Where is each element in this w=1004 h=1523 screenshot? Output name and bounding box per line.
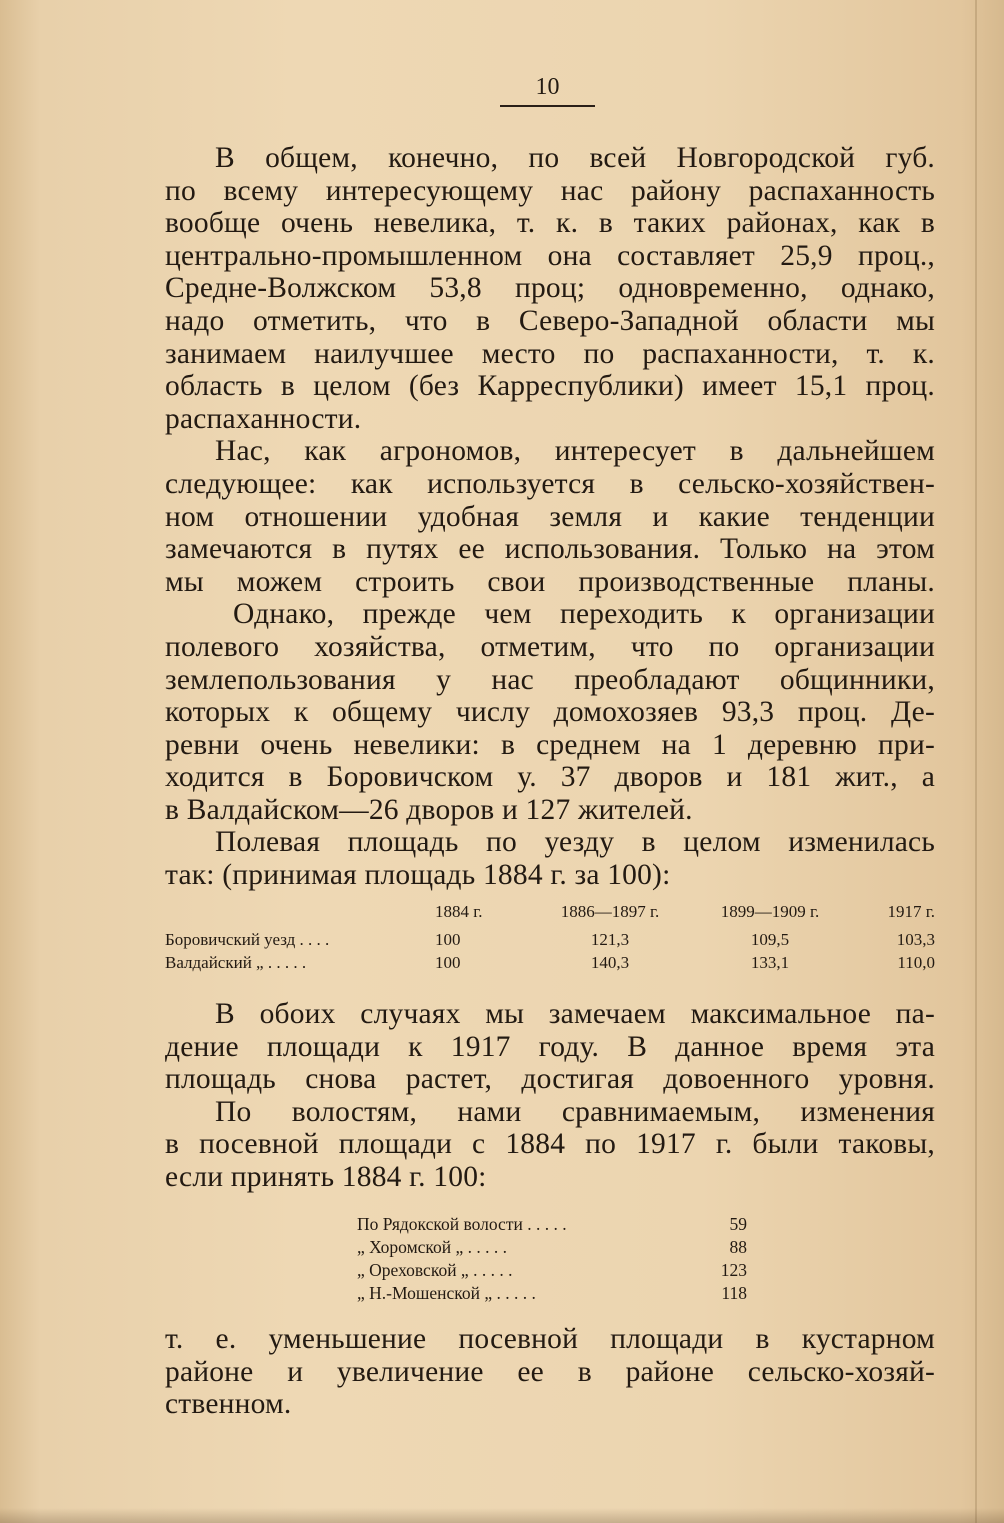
page-edge	[975, 0, 977, 1523]
table-cell: 133,1	[750, 953, 790, 972]
area-change-table	[165, 900, 935, 974]
table-row-label: „ Хоромской „ . . . . .	[357, 1237, 508, 1257]
table-cell: 121,3	[590, 930, 630, 949]
text-line: ном отношении удобная земля и какие тенденции	[165, 500, 935, 533]
paragraph-3	[165, 598, 935, 826]
text-line: Однако, прежде чем переходить к организации	[233, 598, 935, 631]
table-row-label: „ Ореховской „ . . . . .	[357, 1260, 513, 1280]
text-line: По волостям, нами сравнимаемым, изменения	[215, 1095, 935, 1128]
table-row	[357, 1282, 747, 1305]
text-line: замечаются в путях ее использования. Только на этом	[165, 533, 935, 566]
table-header-cell: 1886—1897 г.	[560, 902, 660, 921]
text-line: ходится в Боровичском у. 37 дворов и 181 жит., а	[165, 761, 935, 794]
text-line: В общем, конечно, по всей Новгородской губ.	[215, 142, 935, 174]
table-row	[165, 928, 935, 951]
text-line: Нас, как агрономов, интересует в дальнейшем	[215, 435, 935, 468]
paragraph-6	[165, 1096, 935, 1194]
text-line: ственном.	[165, 1388, 292, 1421]
page-bottom-edge	[0, 1508, 1004, 1523]
paragraph-7	[165, 1323, 935, 1421]
table-cell: 109,5	[750, 930, 790, 949]
table-cell: 88	[729, 1237, 747, 1257]
text-line: Полевая площадь по уезду в целом изменилась	[215, 826, 935, 859]
table-cell: 59	[729, 1214, 747, 1234]
text-line: следующее: как используется в сельско-хозяйствен-	[165, 467, 935, 500]
text-line: если принять 1884 г. 100:	[165, 1160, 487, 1193]
text-line: дение площади к 1917 году. В данное время эта	[165, 1030, 935, 1063]
text-line: в Валдайском—26 дворов и 127 жителей.	[165, 793, 693, 826]
table-row	[357, 1259, 747, 1282]
table-row-label: Валдайский „ . . . . .	[165, 953, 307, 972]
text-line: мы можем строить свои производственные планы.	[165, 565, 935, 598]
text-line: землепользования у нас преобладают общинники,	[165, 663, 935, 696]
table-cell: 110,0	[897, 953, 935, 972]
paragraph-5	[165, 998, 935, 1096]
table-cell: 103,3	[896, 930, 935, 949]
paragraph-1	[165, 142, 935, 435]
text-line: полевого хозяйства, отметим, что по организации	[165, 630, 935, 663]
table-row	[357, 1236, 747, 1259]
text-line: Средне-Волжском 53,8 проц; одновременно, однако,	[165, 272, 935, 305]
table-row-label: „ Н.-Мошенской „ . . . . .	[357, 1283, 536, 1303]
table-row-label: Боровичский уезд . . . .	[165, 930, 330, 949]
text-line: центрально-промышленном она составляет 25,9 проц.,	[165, 239, 935, 272]
table-row	[165, 951, 935, 974]
text-line: ревни очень невелики: в среднем на 1 деревню при-	[165, 728, 935, 761]
text-line: в посевной площади с 1884 по 1917 г. были таковы,	[165, 1128, 935, 1161]
text-line: так: (принимая площадь 1884 г. за 100):	[165, 859, 671, 892]
text-block-lower	[165, 1323, 935, 1421]
text-block-upper	[165, 142, 935, 892]
table-cell: 100	[435, 953, 461, 972]
text-line: надо отметить, что в Северо-Западной области мы	[165, 304, 935, 337]
table-cell: 118	[721, 1283, 747, 1303]
table-cell: 140,3	[590, 953, 630, 972]
text-block-middle	[165, 998, 935, 1194]
text-line: которых к общему числу домохозяев 93,3 проц. Де-	[165, 696, 935, 729]
table-row-label: По Рядокской волости . . . . .	[357, 1214, 567, 1234]
text-line: занимаем наилучшее место по распаханности, т. к.	[165, 337, 935, 370]
page-number: 10	[500, 74, 595, 107]
paragraph-2	[165, 435, 935, 598]
text-line: В обоих случаях мы замечаем максимальное па-	[215, 998, 935, 1030]
table-row	[357, 1213, 747, 1236]
text-line: районе и увеличение ее в районе сельско-хозяй-	[165, 1355, 935, 1388]
text-line: распаханности.	[165, 402, 362, 435]
table-header-cell: 1917 г.	[887, 902, 935, 921]
table-header-row	[165, 900, 935, 926]
text-line: область в целом (без Карреспублики) имеет 15,1 проц.	[165, 370, 935, 403]
table-header-cell: 1899—1909 г.	[720, 902, 820, 921]
table-cell: 123	[720, 1260, 747, 1280]
text-line: площадь снова растет, достигая довоенного уровня.	[165, 1063, 935, 1096]
volost-table	[357, 1213, 747, 1305]
paragraph-4	[165, 826, 935, 891]
text-line: по всему интересующему нас району распаханность	[165, 174, 935, 207]
text-line: вообще очень невелика, т. к. в таких районах, как в	[165, 207, 935, 240]
text-line: т. е. уменьшение посевной площади в кустарном	[165, 1323, 935, 1355]
table-cell: 100	[435, 930, 461, 949]
table-header-cell: 1884 г.	[435, 902, 483, 921]
